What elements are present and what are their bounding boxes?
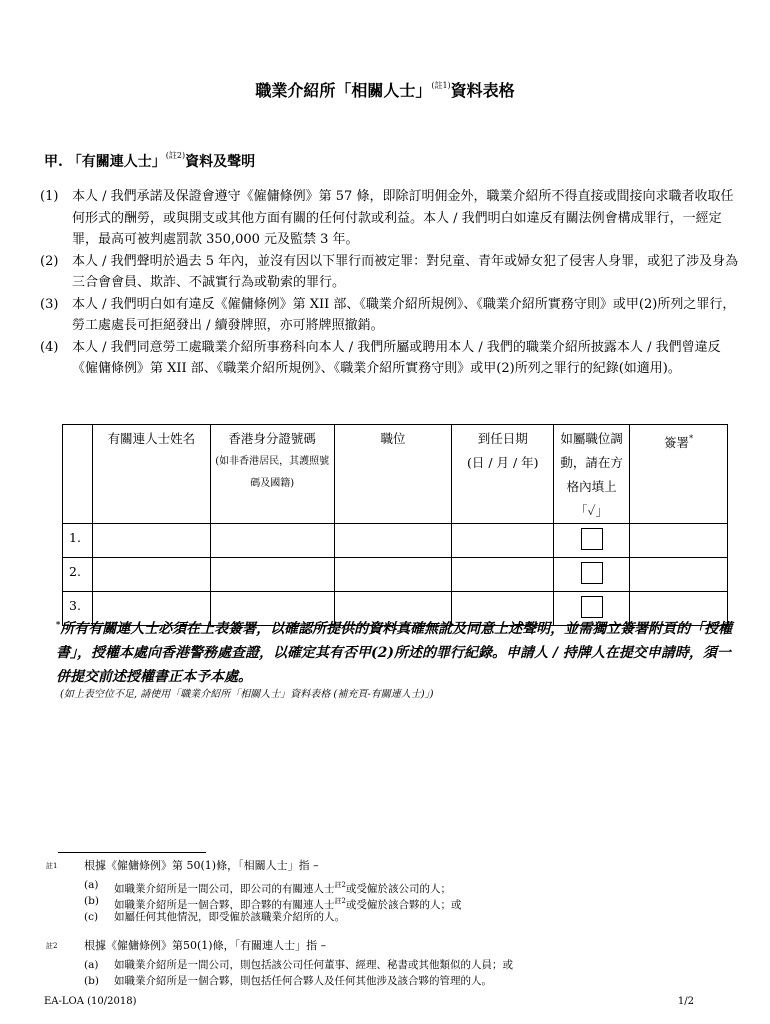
section-a-heading: 甲. 「有關連人士」$^{(註2)}$資料及聲明 [44,151,256,170]
supplementary-form-note: (如上表空位不足, 請使用「職業介紹所「相關人士」資料表格 (補充頁-有關連人士)」) [60,689,434,700]
table-row: 3. [63,592,728,626]
declaration-item: (3) 本人 / 我們明白如有違反《僱傭條例》第 XII 部、《職業介紹所規例》、《職業介紹所實務守則》或甲(2)所列之罪行，勞工處處長可拒絕發出 / 續發牌照，亦可將牌照撤銷。 [40,296,736,333]
footnote-item: (a) 如職業介紹所是一間公司，即公司的有關連人士$^{註2}$或受僱於該公司的人； [84,879,451,895]
transfer-checkbox[interactable] [581,562,603,584]
signature-cell[interactable] [630,524,728,558]
declaration-item: (1) 本人 / 我們承諾及保證會遵守《僱傭條例》第 57 條，即除訂明佣金外，職業介紹所不得直接或間接向求職者收取任何形式的酬勞，或與開支或其他方面有關的任何付款或利益。本人 / 我們明白如違反有關法例會構成罪行，一經定罪，最高可被判處罰款 350,000 元及監禁 3 年。 [40,189,734,247]
position-cell[interactable] [334,558,452,592]
position-header: 職位 [334,425,452,524]
date-cell[interactable] [452,524,554,558]
declaration-item: (4) 本人 / 我們同意勞工處職業介紹所事務科向本人 / 我們所屬或聘用本人 / 我們的職業介紹所披露本人 / 我們曾違反《僱傭條例》第 XII 部、《職業介紹所規例》、《職業介紹所實務守則》或甲(2)所列之罪行的紀錄(如適用)。 [40,339,721,376]
declaration-item: (2) 本人 / 我們聲明於過去 5 年內，並沒有因以下罪行而被定罪：對兒童、青年或婦女犯了侵害人身罪，或犯了涉及身為三合會會員、欺詐、不誠實行為或勒索的罪行。 [40,253,739,290]
footnote-item: (b) 如職業介紹所是一個合夥，則包括任何合夥人及任何其他涉及該合夥的管理的人。 [84,975,492,987]
connected-persons-table [62,424,728,626]
name-header: 有關連人士姓名 [92,425,210,524]
form-code: EA-LOA (10/2018) [44,996,137,1007]
row-number-header [63,425,93,524]
date-header: 到任日期 (日 / 月 / 年) [452,425,554,524]
table-row: 1. [63,524,728,558]
position-cell[interactable] [334,524,452,558]
footnote-divider [58,852,206,853]
date-cell[interactable] [452,558,554,592]
hkid-header: 香港身分證號碼 (如非香港居民，其護照號碼及國籍) [210,425,334,524]
name-cell[interactable] [92,524,210,558]
declaration-list [40,186,740,380]
footnote-item: (a) 如職業介紹所是一間公司，則包括該公司任何董事、經理、秘書或其他類似的人員；或 [84,959,513,971]
transfer-header: 如屬職位調動，請在方格內填上「✓」 [554,425,630,524]
name-cell[interactable] [92,558,210,592]
page-number: 1/2 [677,996,694,1007]
table-header-row [63,425,728,524]
footnote-item: (c) 如屬任何其他情況，即受僱於該職業介紹所的人。 [84,911,345,923]
signature-header: 簽署* [630,425,728,524]
hkid-cell[interactable] [210,524,334,558]
signature-note: *所有有關連人士必須在上表簽署，以確認所提供的資料真確無訛及同意上述聲明，並需獨立簽署附頁的「授權書」，授權本處向香港警務處查證，以確定其有否甲(2)所述的罪行紀錄。申請人 / 持牌人在提交申請時，須一併提交前述授權書正本予本處。 [56,619,733,685]
footnote-item: (b) 如職業介紹所是一個合夥，即合夥的有關連人士$^{註2}$或受僱於該合夥的人；或 [84,895,462,911]
hkid-cell[interactable] [210,558,334,592]
form-title: 職業介紹所「相關人士」$^{(註1)}$資料表格 [255,81,515,100]
table-row: 2. [63,558,728,592]
signature-cell[interactable] [630,558,728,592]
transfer-checkbox[interactable] [581,528,603,550]
